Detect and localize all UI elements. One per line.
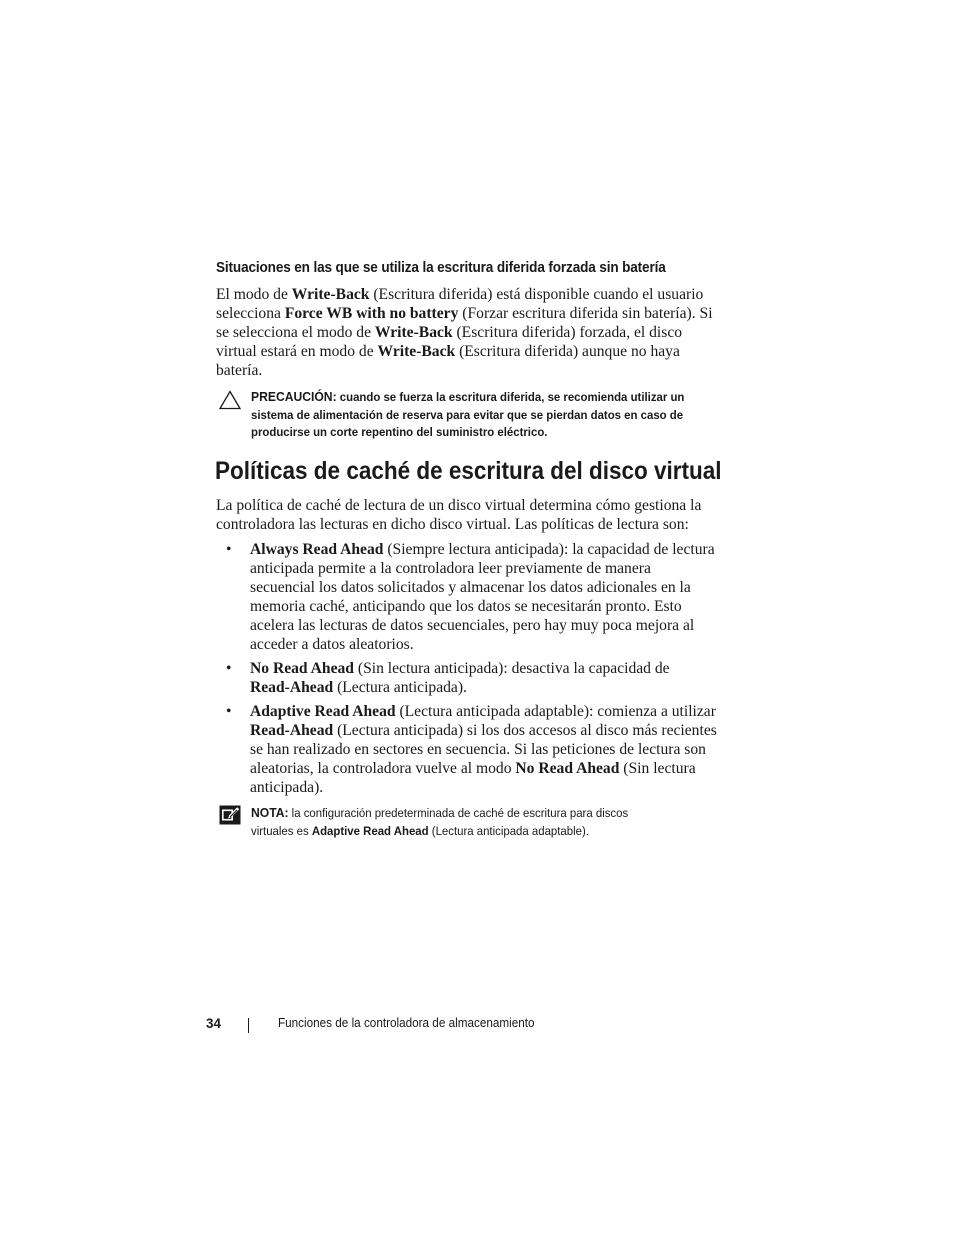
text: (Forzar escritura diferida sin batería). Si — [458, 305, 713, 322]
term-adaptive-read-ahead: Adaptive Read Ahead — [250, 703, 396, 720]
text: se han realizado en sectores en secuencia. Si las peticiones de lectura son — [250, 741, 706, 758]
text: (Escritura diferida) forzada, el disco — [452, 324, 683, 341]
text: acelera las lecturas de datos secuenciales, pero hay muy poca mejora al — [250, 617, 695, 634]
write-back-paragraph — [216, 285, 716, 380]
term-read-ahead: Read-Ahead — [250, 679, 334, 696]
bullet-marker: • — [226, 541, 232, 558]
note-pencil-icon — [219, 805, 241, 825]
caution-label: PRECAUCIÓN: — [251, 389, 337, 404]
read-policy-intro — [216, 496, 716, 534]
section-heading: Situaciones en las que se utiliza la escritura diferida forzada sin batería — [216, 260, 666, 276]
list-item-no-read-ahead — [250, 659, 730, 697]
text: (Escritura diferida) está disponible cuando el usuario — [369, 286, 704, 303]
note-label: NOTA: — [251, 805, 289, 820]
text: controladora las lecturas en dicho disco virtual. Las políticas de lectura son: — [216, 516, 689, 533]
caution-text: cuando se fuerza la escritura diferida, se recomienda utilizar un — [336, 390, 685, 404]
text: (Lectura anticipada). — [333, 679, 467, 696]
term-no-read-ahead: No Read Ahead — [515, 760, 620, 777]
text: anticipada). — [250, 779, 324, 796]
text: (Escritura diferida) aunque no haya — [455, 343, 680, 360]
text: acceder a datos aleatorios. — [250, 636, 414, 653]
note-text: virtuales es — [251, 823, 312, 838]
term-always-read-ahead: Always Read Ahead — [250, 541, 384, 558]
term-no-read-ahead: No Read Ahead — [250, 660, 354, 677]
list-item-adaptive-read-ahead — [250, 702, 730, 797]
caution-text: sistema de alimentación de reserva para evitar que se pierdan datos en caso de — [251, 407, 684, 422]
text: (Sin lectura anticipada): desactiva la capacidad de — [353, 660, 670, 677]
text: (Lectura anticipada) si los dos accesos al disco más recientes — [333, 722, 717, 739]
text: selecciona — [216, 305, 285, 322]
caution-text: producirse un corte repentino del suministro eléctrico. — [251, 425, 548, 439]
footer-separator — [248, 1018, 249, 1033]
caution-notice — [251, 388, 721, 442]
text: (Lectura anticipada adaptable): comienza a utilizar — [395, 703, 716, 720]
text: se selecciona el modo de — [216, 324, 375, 341]
term-write-back: Write-Back — [377, 343, 456, 360]
note-text: (Lectura anticipada adaptable). — [428, 823, 589, 838]
term-force-wb: Force WB with no battery — [284, 305, 459, 322]
text: El modo de — [216, 286, 292, 303]
text: batería. — [216, 362, 263, 379]
text: anticipada permite a la controladora leer previamente de manera — [250, 560, 651, 577]
page-title: Políticas de caché de escritura del disco virtual — [215, 458, 722, 485]
text: virtual estará en modo de — [216, 343, 378, 360]
term-adaptive-read-ahead: Adaptive Read Ahead — [311, 823, 429, 838]
term-read-ahead: Read-Ahead — [250, 722, 334, 739]
bullet-marker: • — [226, 660, 232, 677]
caution-triangle-icon — [219, 390, 241, 410]
text: (Sin lectura — [619, 760, 696, 777]
note-text: la configuración predeterminada de caché de escritura para discos — [288, 806, 629, 820]
page-number: 34 — [206, 1016, 221, 1031]
text: La política de caché de lectura de un disco virtual determina cómo gestiona la — [216, 497, 702, 514]
text: memoria caché, anticipando que los datos se necesitarán pronto. Esto — [250, 598, 682, 615]
bullet-marker: • — [226, 703, 232, 720]
text: (Siempre lectura anticipada): la capacidad de lectura — [383, 541, 715, 558]
term-write-back: Write-Back — [374, 324, 453, 341]
footer-chapter-title: Funciones de la controladora de almacenamiento — [278, 1016, 535, 1030]
term-write-back: Write-Back — [291, 286, 370, 303]
note-notice — [251, 804, 721, 840]
text: aleatorias, la controladora vuelve al modo — [250, 760, 516, 777]
list-item-always-read-ahead — [250, 540, 730, 654]
text: secuencial los datos solicitados y almacenar los datos adicionales en la — [250, 579, 691, 596]
